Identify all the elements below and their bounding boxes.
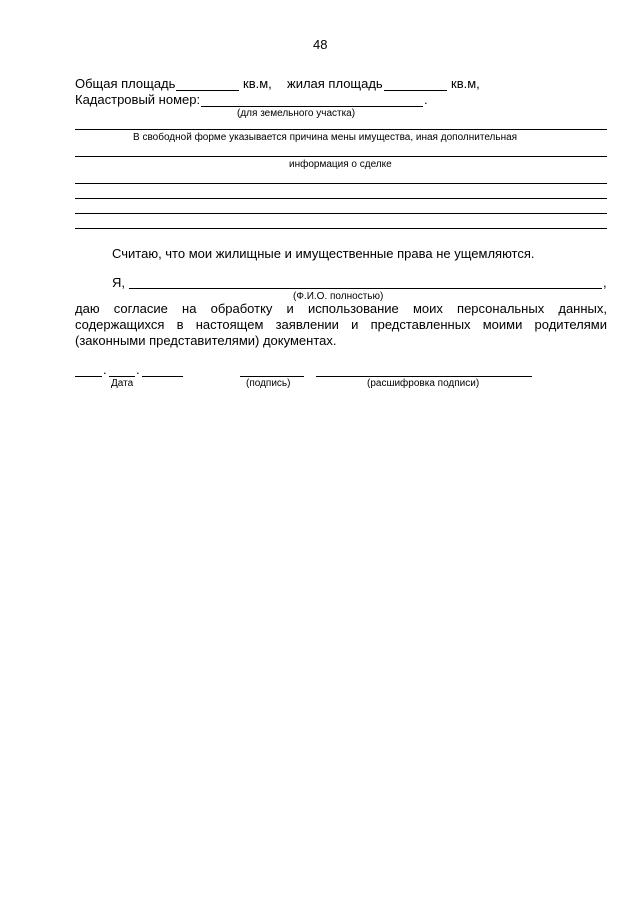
consent-suffix: , — [603, 275, 607, 290]
consent-text — [75, 301, 607, 349]
date-label: Дата — [111, 378, 134, 389]
cadastral-field[interactable] — [201, 106, 423, 107]
page-number: 48 — [313, 37, 328, 52]
consent-line-2: содержащихся в настоящем заявлении и представленных моими родителями — [75, 317, 607, 332]
cadastral-end: . — [424, 92, 428, 107]
consent-line-1: даю согласие на обработку и использование моих персональных данных, — [75, 301, 607, 316]
date-day-field[interactable] — [75, 376, 102, 377]
free-form-line-2[interactable] — [75, 156, 607, 157]
date-dot-1: . — [103, 362, 107, 377]
total-area-label: Общая площадь — [75, 76, 176, 91]
total-area-field[interactable] — [176, 90, 239, 91]
cadastral-label: Кадастровый номер: — [75, 92, 201, 107]
signature-label: (подпись) — [246, 378, 291, 389]
consent-prefix: Я, — [112, 275, 125, 290]
signature-decode-label: (расшифровка подписи) — [367, 378, 480, 389]
free-form-line-1[interactable] — [75, 129, 607, 130]
signature-field[interactable] — [240, 376, 304, 377]
cadastral-note: (для земельного участка) — [237, 108, 356, 119]
date-year-field[interactable] — [142, 376, 183, 377]
living-area-field[interactable] — [384, 90, 447, 91]
free-form-line-3[interactable] — [75, 183, 607, 184]
fio-note: (Ф.И.О. полностью) — [293, 291, 384, 302]
free-form-note-2: информация о сделке — [289, 159, 392, 170]
date-month-field[interactable] — [109, 376, 135, 377]
free-form-line-4[interactable] — [75, 198, 607, 199]
living-area-unit: кв.м, — [451, 76, 480, 91]
rights-statement: Считаю, что мои жилищные и имущественные права не ущемляются. — [112, 246, 535, 261]
fio-field[interactable] — [129, 288, 602, 289]
consent-line-3: (законными представителями) документах. — [75, 333, 337, 348]
free-form-line-6[interactable] — [75, 228, 607, 229]
date-dot-2: . — [136, 362, 140, 377]
total-area-unit: кв.м, — [243, 76, 272, 91]
free-form-note-1: В свободной форме указывается причина мены имущества, иная дополнительная — [133, 132, 518, 143]
living-area-label: жилая площадь — [287, 76, 383, 91]
free-form-line-5[interactable] — [75, 213, 607, 214]
signature-decode-field[interactable] — [316, 376, 532, 377]
